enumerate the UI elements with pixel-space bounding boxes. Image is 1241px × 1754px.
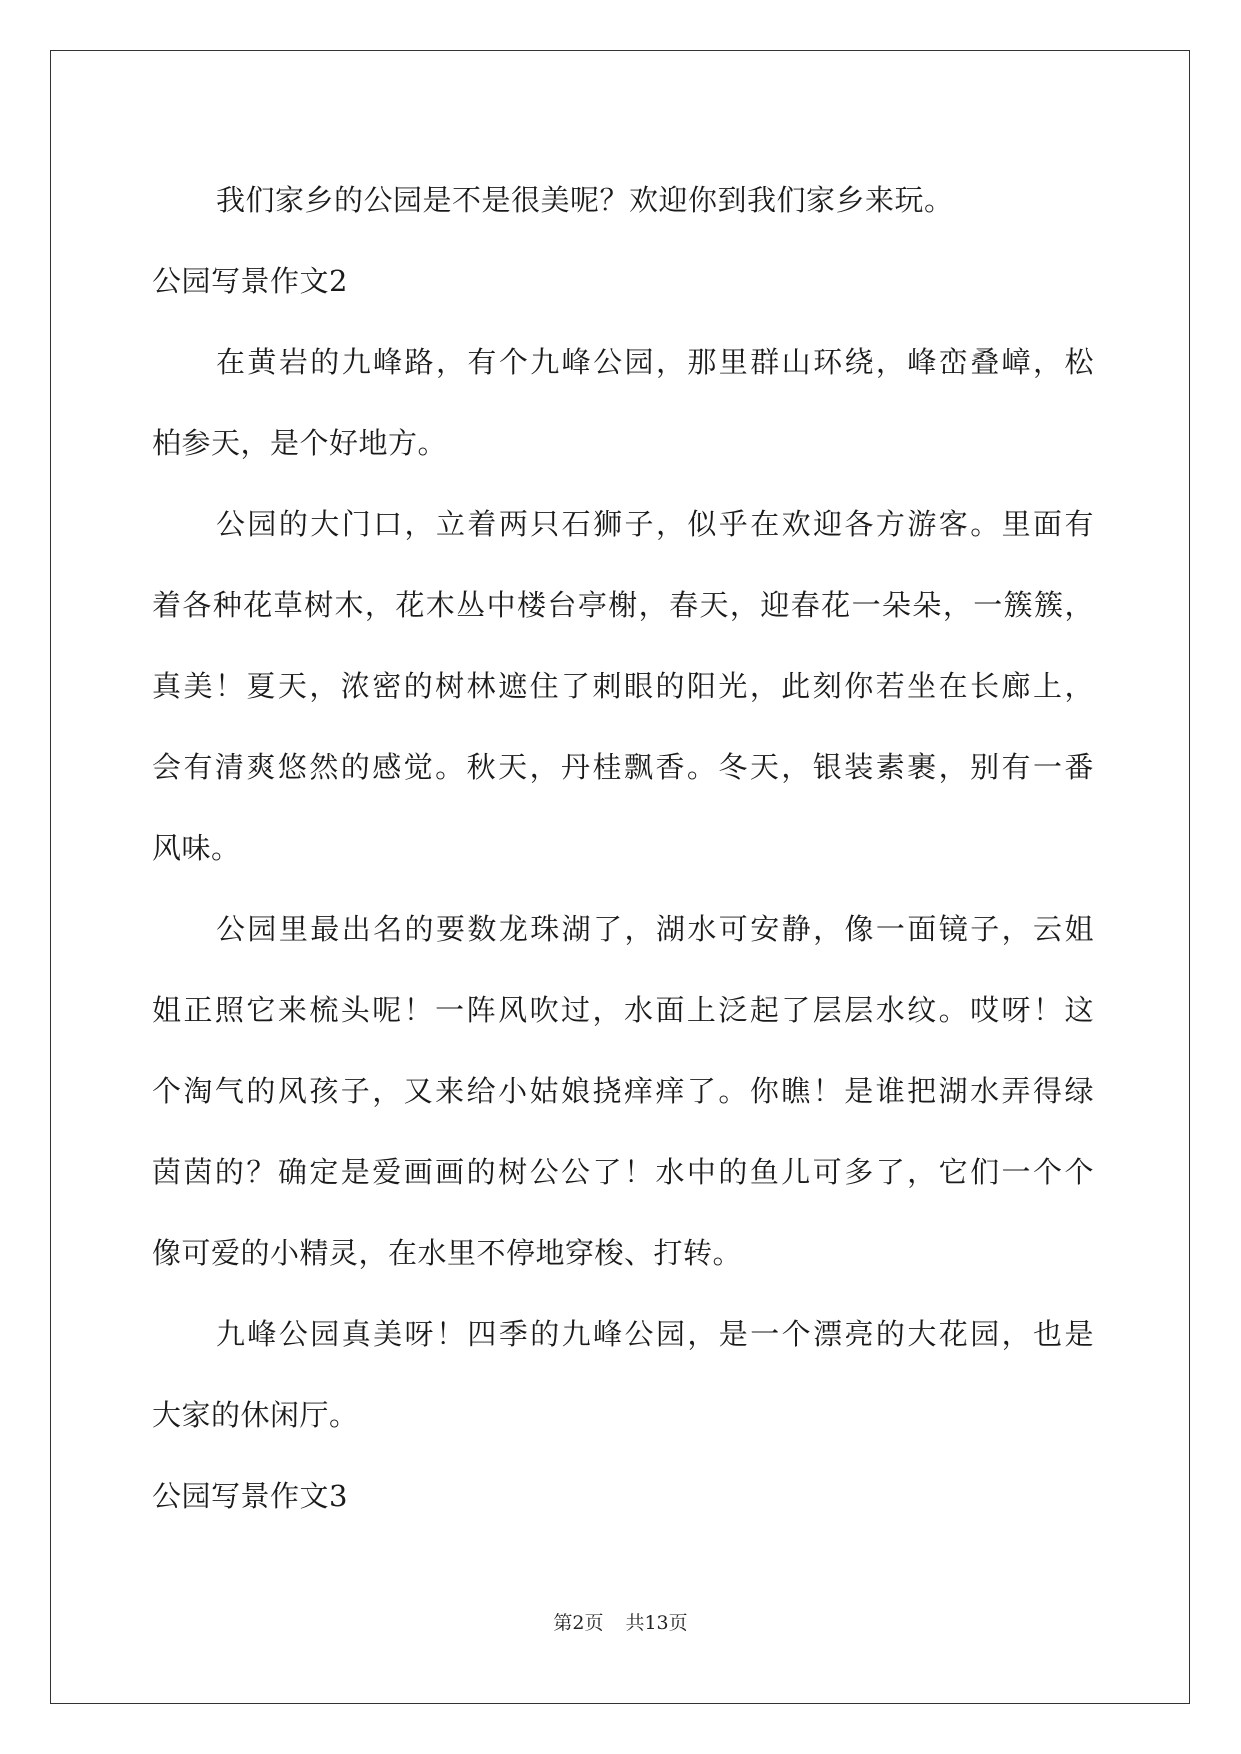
document-body <box>152 160 1094 1537</box>
paragraph-line: 姐正照它来梳头呢！一阵风吹过，水面上泛起了层层水纹。哎呀！这 <box>152 993 1094 1027</box>
paragraph-line: 会有清爽悠然的感觉。秋天，丹桂飘香。冬天，银装素裹，别有一番 <box>152 750 1094 784</box>
paragraph-line: 柏参天，是个好地方。 <box>152 426 448 460</box>
paragraph-line: 真美！夏天，浓密的树林遮住了刺眼的阳光，此刻你若坐在长廊上， <box>152 669 1094 703</box>
paragraph-line: 像可爱的小精灵，在水里不停地穿梭、打转。 <box>152 1236 743 1270</box>
section-heading: 公园写景作文3 <box>152 1479 348 1513</box>
paragraph-line: 着各种花草树木，花木丛中楼台亭榭，春天，迎春花一朵朵，一簇簇， <box>152 588 1094 622</box>
section-heading: 公园写景作文2 <box>152 264 348 298</box>
paragraph-line: 九峰公园真美呀！四季的九峰公园，是一个漂亮的大花园，也是 <box>216 1317 1094 1351</box>
paragraph-line: 风味。 <box>152 831 241 865</box>
page-total: 共13页 <box>625 1612 688 1634</box>
paragraph-line: 茵茵的？确定是爱画画的树公公了！水中的鱼儿可多了，它们一个个 <box>152 1155 1094 1189</box>
page-number: 第2页 <box>553 1612 604 1634</box>
page-footer <box>0 1608 1241 1635</box>
paragraph-line: 我们家乡的公园是不是很美呢？欢迎你到我们家乡来玩。 <box>216 183 954 217</box>
paragraph-line: 公园里最出名的要数龙珠湖了，湖水可安静，像一面镜子，云姐 <box>216 912 1094 946</box>
paragraph-line: 在黄岩的九峰路，有个九峰公园，那里群山环绕，峰峦叠嶂，松 <box>216 345 1094 379</box>
paragraph-line: 公园的大门口，立着两只石狮子，似乎在欢迎各方游客。里面有 <box>216 507 1094 541</box>
paragraph-line: 个淘气的风孩子，又来给小姑娘挠痒痒了。你瞧！是谁把湖水弄得绿 <box>152 1074 1094 1108</box>
paragraph-line: 大家的休闲厅。 <box>152 1398 359 1432</box>
